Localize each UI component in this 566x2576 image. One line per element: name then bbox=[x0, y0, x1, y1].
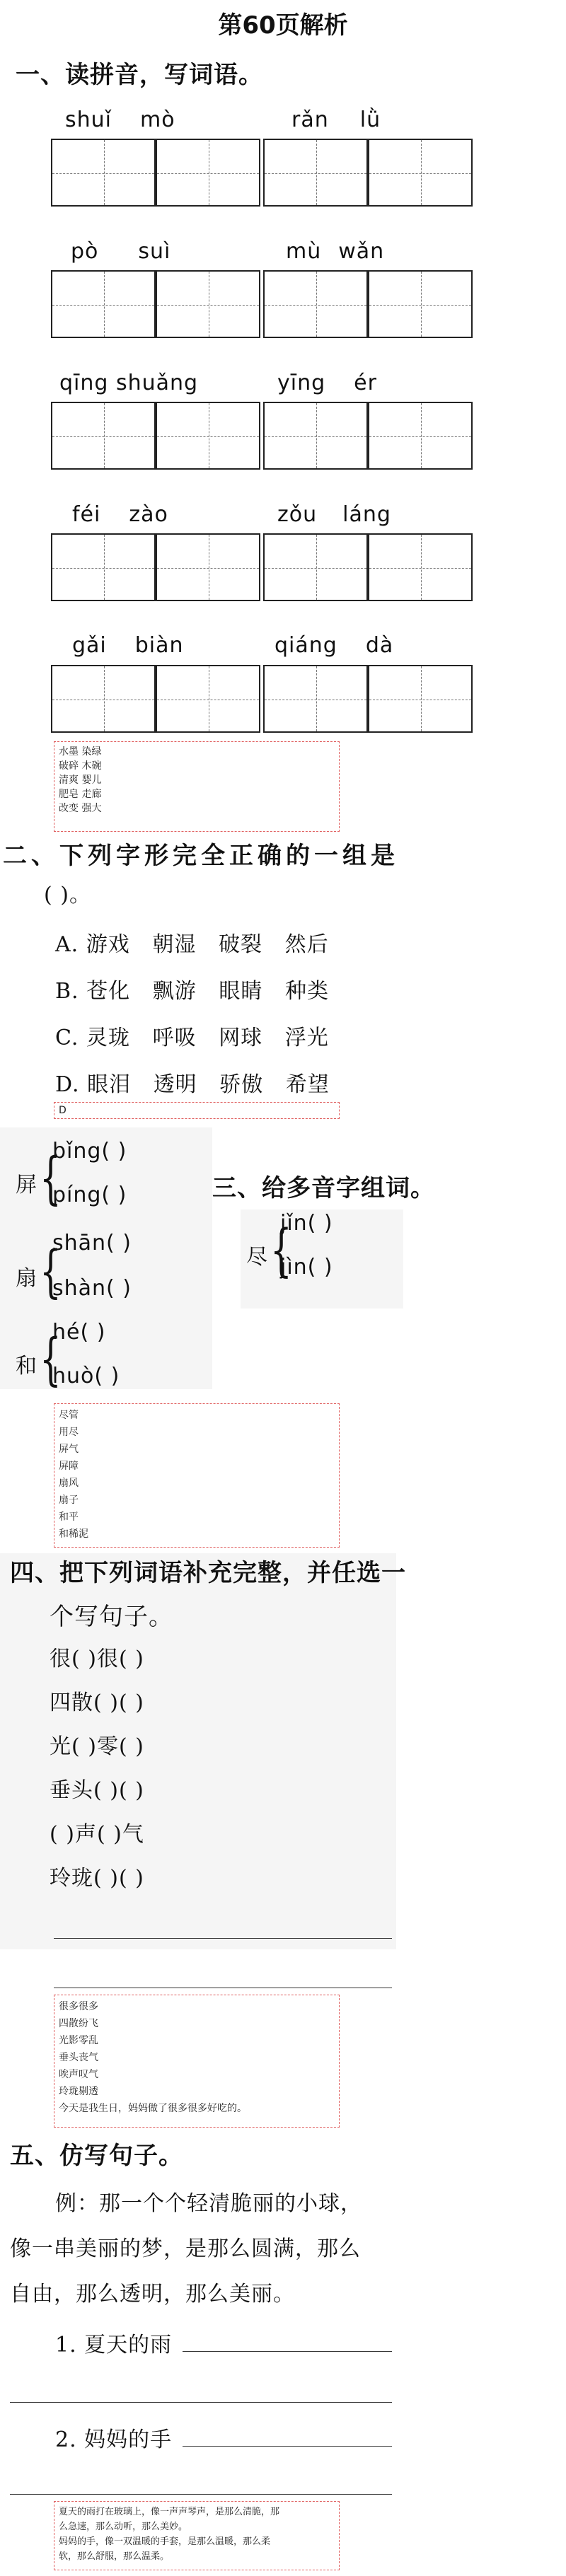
writing-grid[interactable] bbox=[51, 270, 263, 338]
char-label: 扇 bbox=[16, 1266, 37, 1291]
writing-grid[interactable] bbox=[263, 270, 475, 338]
section1-heading: 一、读拼音，写词语。 bbox=[16, 61, 263, 89]
pinyin-label: qiáng dà bbox=[275, 633, 394, 658]
brace: { bbox=[40, 1145, 62, 1211]
option-row: C. 灵珑 呼吸 网球 浮光 bbox=[55, 1026, 329, 1050]
idiom-blank[interactable]: 垂头( )( ) bbox=[50, 1778, 144, 1803]
section5-heading: 五、仿写句子。 bbox=[10, 2142, 183, 2170]
pinyin-label: yīng ér bbox=[277, 371, 377, 395]
answer-box: 水墨 染绿 破碎 木碗 清爽 婴儿 肥皂 走廊 改变 强大 bbox=[54, 741, 340, 832]
char-label: 屏 bbox=[16, 1173, 37, 1197]
writing-grid[interactable] bbox=[51, 665, 263, 733]
example-line: 像一串美丽的梦，是那么圆满，那么 bbox=[10, 2236, 361, 2261]
writing-grid[interactable] bbox=[263, 665, 475, 733]
answer-box: 尽管 用尽 屏气 屏障 扇风 扇子 和平 和稀泥 bbox=[54, 1403, 340, 1548]
brace: { bbox=[270, 1217, 292, 1283]
char-label: 和 bbox=[16, 1354, 37, 1379]
pinyin-label: gǎi biàn bbox=[72, 633, 184, 658]
writing-line[interactable] bbox=[10, 2402, 392, 2403]
writing-grid[interactable] bbox=[51, 402, 263, 470]
reading-blank[interactable]: hé( ) bbox=[52, 1320, 106, 1345]
writing-grid[interactable] bbox=[263, 139, 475, 207]
idiom-blank[interactable]: 光( )零( ) bbox=[50, 1734, 144, 1759]
example-line: 例：那一个个轻清脆丽的小球， bbox=[55, 2191, 362, 2216]
reading-blank[interactable]: píng( ) bbox=[52, 1183, 127, 1207]
answer-paren: ( )。 bbox=[44, 883, 91, 907]
pinyin-label: qīng shuǎng bbox=[59, 371, 199, 395]
writing-grid[interactable] bbox=[51, 139, 263, 207]
pinyin-label: mù wǎn bbox=[286, 239, 385, 264]
reading-blank[interactable]: huò( ) bbox=[52, 1364, 120, 1388]
idiom-blank[interactable]: 很( )很( ) bbox=[50, 1647, 144, 1671]
idiom-blank[interactable]: 四散( )( ) bbox=[50, 1690, 144, 1715]
char-label: 尽 bbox=[246, 1245, 268, 1270]
pinyin-label: pò suì bbox=[71, 239, 171, 264]
writing-line[interactable] bbox=[183, 2351, 392, 2352]
answer-box: 很多很多 四散纷飞 光影零乱 垂头丧气 唉声叹气 玲珑剔透 今天是我生日，妈妈做了很多很多好吃的。 bbox=[54, 1995, 340, 2128]
idiom-blank[interactable]: 玲珑( )( ) bbox=[50, 1866, 144, 1891]
pinyin-label: rǎn lǜ bbox=[291, 108, 381, 132]
writing-line[interactable] bbox=[54, 1938, 392, 1939]
writing-grid[interactable] bbox=[263, 402, 475, 470]
writing-grid[interactable] bbox=[263, 533, 475, 601]
page-title: 第60页解析 bbox=[218, 11, 348, 40]
section3-heading: 三、给多音字组词。 bbox=[212, 1174, 435, 1202]
reading-blank[interactable]: bǐng( ) bbox=[52, 1139, 127, 1164]
pinyin-label: zǒu láng bbox=[277, 502, 391, 527]
reading-blank[interactable]: shàn( ) bbox=[52, 1276, 132, 1301]
section4-heading-cont: 个写句子。 bbox=[50, 1603, 173, 1631]
pinyin-label: féi zào bbox=[72, 502, 168, 527]
pinyin-label: shuǐ mò bbox=[65, 108, 175, 132]
writing-line[interactable] bbox=[10, 2494, 392, 2495]
writing-line[interactable] bbox=[183, 2446, 392, 2447]
option-row: B. 苍化 飘游 眼睛 种类 bbox=[55, 979, 329, 1004]
example-line: 自由，那么透明，那么美丽。 bbox=[10, 2282, 295, 2307]
answer-box: 夏天的雨打在玻璃上，像一声声琴声，是那么清脆，那 么急速，那么动听，那么美妙。 妈妈的手，像一双温暖的手套，是那么温暖，那么柔 软，那么舒服，那么温柔。 bbox=[54, 2501, 340, 2570]
brace: { bbox=[40, 1326, 62, 1392]
option-row: A. 游戏 朝湿 破裂 然后 bbox=[55, 932, 329, 957]
section2-heading: 二、下列字形完全正确的一组是 bbox=[3, 842, 399, 870]
writing-grid[interactable] bbox=[51, 533, 263, 601]
section4-heading: 四、把下列词语补充完整，并任选一 bbox=[10, 1559, 406, 1587]
question-1: 1. 夏天的雨 bbox=[55, 2333, 173, 2357]
reading-blank[interactable]: shān( ) bbox=[52, 1231, 132, 1255]
option-row: D. 眼泪 透明 骄傲 希望 bbox=[55, 1072, 330, 1097]
answer-box: D bbox=[54, 1102, 340, 1119]
brace: { bbox=[40, 1238, 62, 1304]
idiom-blank[interactable]: ( )声( )气 bbox=[50, 1822, 144, 1847]
question-2: 2. 妈妈的手 bbox=[55, 2427, 173, 2452]
reading-blank[interactable]: jǐn( ) bbox=[280, 1211, 333, 1236]
reading-blank[interactable]: jìn( ) bbox=[280, 1255, 333, 1280]
